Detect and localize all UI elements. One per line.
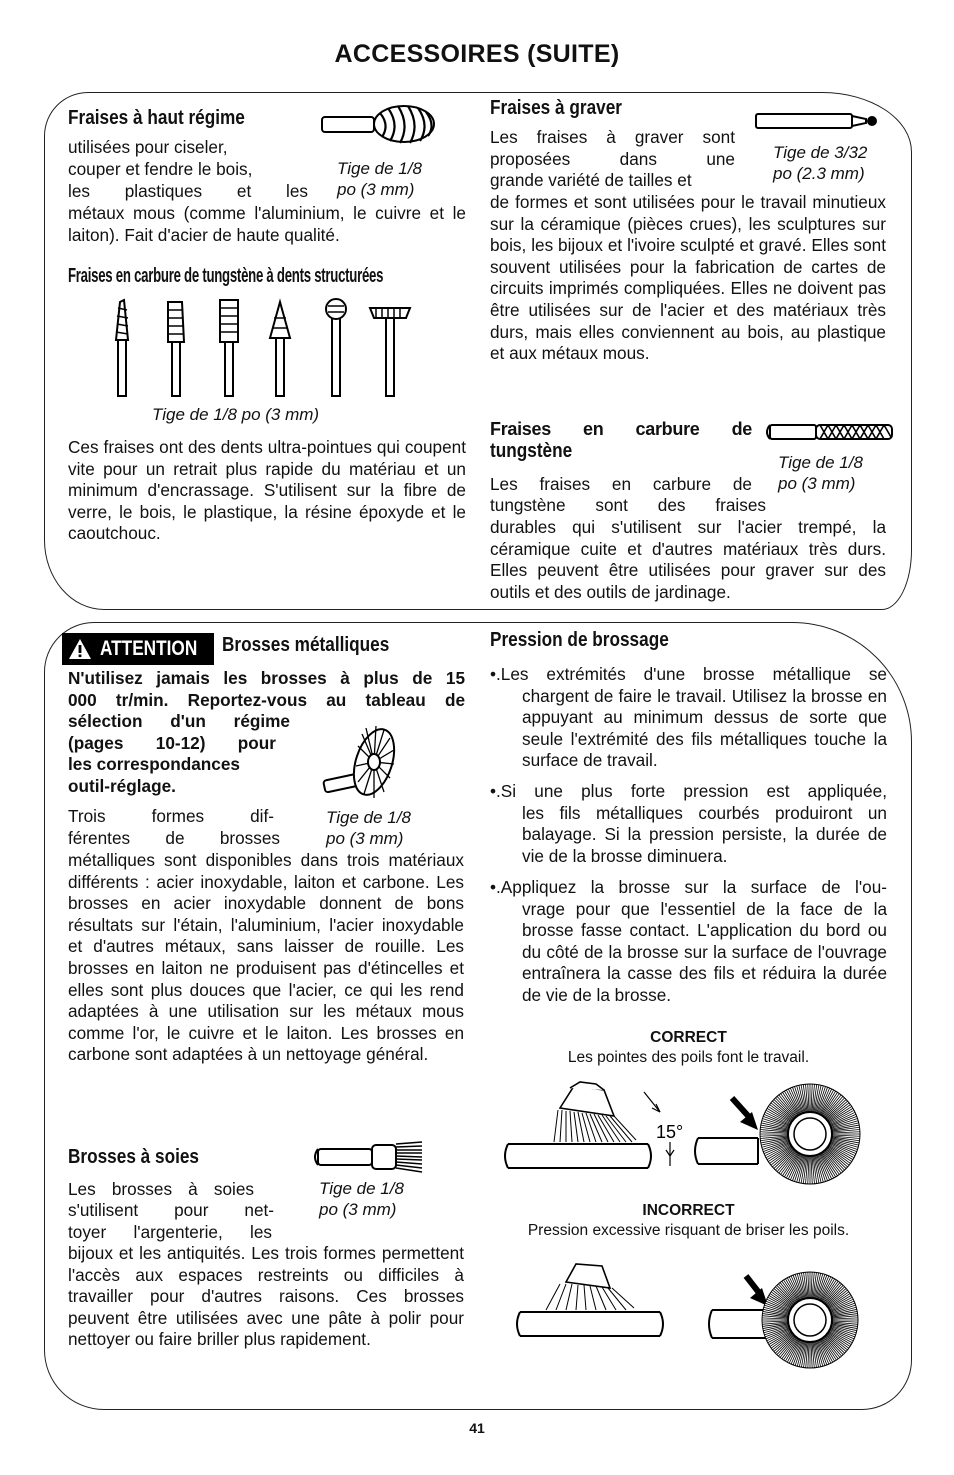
wire-brushes-text: métalliques sont disponibles dans trois matériaux différents : acier inoxydable, laiton et carbone. Les brosses en acier inoxydable donnent de bons résultats sur l'étain, l'aluminium, l'acier inoxydable et d'autres métaux, sans laisser de rouille. Les brosses en laiton ne produisent pas d'étincelles et elles sont plus douces que l'acier, ce qui les rend adaptées à une utilisation sur les métaux mous comme l'or, le cuivre et le laiton. Les brosses en carbone sont adaptées à un nettoyage général. — [68, 850, 464, 1065]
brushing-pressure-heading: Pression de brossage — [490, 629, 669, 651]
wire-brushes-heading: Brosses métalliques — [222, 634, 390, 656]
bristle-brush-icon — [312, 1138, 426, 1176]
correct-caption: Les pointes des poils font le travail. — [567, 1049, 810, 1066]
wire-warning-line: sélection d'un régime — [68, 711, 290, 731]
page-number: 41 — [469, 1420, 485, 1436]
engraving-text-line: Les fraises à graver sont — [490, 127, 735, 147]
wire-text-line: férentes de brosses — [68, 828, 280, 848]
wire-warning-line: N'utilisez jamais les brosses à plus de 15 — [68, 668, 465, 688]
wire-warning-line: outil-réglage. — [68, 776, 176, 796]
correct-label: CORRECT — [650, 1029, 727, 1046]
structured-carbide-cutters-icon — [100, 296, 420, 400]
correct-brushing-diagram — [500, 1078, 890, 1188]
carbide-caption-line: po (3 mm) — [778, 474, 856, 493]
carbide-cutters-heading: Fraises en carbure de — [490, 419, 752, 439]
carbide-structured-heading: Fraises en carbure de tungstène à dents structurées — [68, 265, 384, 287]
incorrect-brushing-diagram — [510, 1262, 890, 1372]
bristle-text-line: s'utilisent pour net- — [68, 1200, 274, 1220]
carbide-text-line: Les fraises en carbure de — [490, 474, 752, 494]
engraving-text-line: proposées dans une — [490, 149, 735, 169]
attention-badge — [62, 633, 214, 665]
high-speed-cutters-heading: Fraises à haut régime — [68, 107, 245, 129]
incorrect-label: INCORRECT — [642, 1202, 735, 1219]
carbide-text-line: tungstène sont des fraises — [490, 495, 766, 515]
bullet-item — [490, 664, 887, 772]
bullet-item — [490, 781, 887, 867]
engraving-cutters-heading: Fraises à graver — [490, 97, 622, 119]
high-speed-text-line: couper et fendre le bois, — [68, 159, 253, 179]
bullet-rest: vrage pour que l'essentiel de la face de la brosse fasse contact. L'application du bord ou du côté de la brosse sur la surface de l'ouvrage entraînera la casse des fils et réduira la durée de vie de la brosse. — [522, 898, 887, 1005]
engraving-text-line: grande variété de tailles et — [490, 170, 692, 190]
high-speed-caption-line: Tige de 1/8 — [337, 159, 422, 178]
bristle-text-line: Les brosses à soies — [68, 1179, 254, 1199]
bullet-first-line: •.Appliquez la brosse sur la surface de l'ou- — [490, 877, 887, 897]
high-speed-caption-line: po (3 mm) — [337, 180, 415, 199]
high-speed-text-line: les plastiques et les — [68, 181, 308, 201]
carbide-cutter-icon — [764, 420, 896, 446]
bristle-caption-line: po (3 mm) — [319, 1200, 397, 1219]
carbide-caption-line: Tige de 1/8 — [778, 453, 863, 472]
engraving-text: de formes et sont utilisées pour le travail minutieux sur la céramique (pièces crues), les sculptures sur bois, les bijoux et l'ivoire sculpté et gravé. Elles sont souvent utilisées pour la fabrication de cartes de circuits imprimés compliquées. Elles ne doivent pas être utilisées sur de l'acier et des matériaux très durs, mais elles conviennent au bois, au plastique et aux métaux mous. — [490, 192, 886, 364]
wire-warning-line: 000 tr/min. Reportez-vous au tableau de — [68, 690, 465, 710]
carbide-heading-line1-wrap — [490, 419, 752, 440]
bristle-text-line: toyer l'argenterie, les — [68, 1222, 272, 1242]
bullet-rest: chargent de faire le travail. Utilisez la brosse en appuyant au minimum dessus de sorte que seule l'extrémité des fils métalliques touche la surface de travail. — [522, 685, 887, 771]
wire-text-line: Trois formes dif- — [68, 806, 274, 826]
wire-warning-line: les correspondances — [68, 754, 240, 774]
engraving-cutter-icon — [754, 108, 884, 136]
wire-caption-line: Tige de 1/8 — [326, 808, 411, 827]
warning-triangle-icon — [68, 638, 92, 660]
carbide-structured-caption: Tige de 1/8 po (3 mm) — [152, 405, 320, 424]
carbide-text: durables qui s'utilisent sur l'acier trempé, la céramique cuite et d'autres matériaux très durs. Elles peuvent être utilisées pour graver sur des outils et des outils de jardinage. — [490, 517, 886, 602]
carbide-cutters-heading-line2: tungstène — [490, 440, 573, 462]
bristle-brushes-text: bijoux et les antiquités. Les trois formes permettent l'accès aux espaces restreints ou difficiles à travailler pour d'autres raisons. Ces brosses peuvent être utilisées avec une pâte à polir pour nettoyer ou faire briller plus rapidement. — [68, 1243, 464, 1350]
incorrect-caption: Pression excessive risquant de briser les poils. — [527, 1222, 850, 1239]
wire-warning-line: (pages 10-12) pour — [68, 733, 276, 753]
bullet-first-line: •.Si une plus forte pression est appliquée, — [490, 781, 887, 801]
bullet-first-line: •.Les extrémités d'une brosse métallique se — [490, 664, 887, 684]
angle-label: 15° — [656, 1122, 684, 1142]
engraving-caption-line: Tige de 3/32 — [773, 143, 868, 162]
wire-wheel-brush-icon — [322, 722, 400, 804]
radial-wire-wheel — [762, 1272, 858, 1368]
high-speed-text: métaux mous (comme l'aluminium, le cuivre et le laiton). Fait d'acier de haute qualité. — [68, 203, 466, 245]
carbide-structured-text: Ces fraises ont des dents ultra-pointues qui coupent vite pour un retrait plus rapide du matériau et un minimum d'encrassage. S'utilisent sur la fibre de verre, le bois, le plastique, la résine époxyde et le caoutchouc. — [68, 437, 466, 544]
radial-wire-wheel — [760, 1084, 860, 1184]
page-title: ACCESSOIRES (SUITE) — [334, 40, 620, 68]
high-speed-text-line: utilisées pour ciseler, — [68, 137, 228, 157]
bristle-brushes-heading: Brosses à soies — [68, 1146, 200, 1168]
high-speed-cutter-icon — [318, 103, 438, 149]
bullet-item — [490, 877, 887, 1007]
bristle-caption-line: Tige de 1/8 — [319, 1179, 404, 1198]
bullet-rest: les fils métalliques courbés produiront un balayage. Si la pression persiste, la durée de vie de la brosse diminuera. — [522, 802, 887, 866]
attention-label: ATTENTION — [100, 637, 198, 660]
engraving-caption-line: po (2.3 mm) — [773, 164, 865, 183]
wire-caption-line: po (3 mm) — [326, 829, 404, 848]
